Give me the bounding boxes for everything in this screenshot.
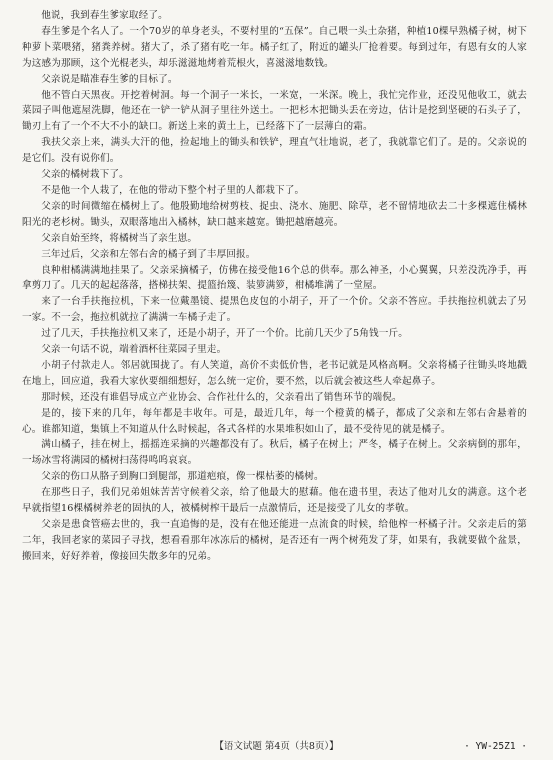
paragraph: 父亲的时间微缩在橘树上了。他殷勤地给树剪枝、捉虫、浇水、施肥、除草，老不留情地砍去二十多棵遮住橘林阳光的老杉树。锄头，双眼落地出入橘林，缺口越来越宽。锄把越磨越亮。 — [22, 200, 527, 228]
paragraph: 我扶父亲上来，满头大汗的他，捡起地上的锄头和铁铲，理直气壮地说，老了，我就靠它们了。是的。父亲说的是它们。没有说你们。 — [22, 137, 527, 165]
paragraph: 父亲的伤口从胳子到胸口到腿部，那道疤痕，像一棵枯萎的橘树。 — [41, 471, 324, 483]
body-text — [22, 8, 527, 565]
paragraph: 那时候，还没有谁倡导成立产业协会、合作社什么的，父亲看出了销售环节的端倪。 — [41, 391, 402, 403]
paragraph: 父亲的橘树栽下了。 — [41, 169, 129, 181]
paragraph: 三年过后，父亲和左邻右舍的橘子到了丰厚回报。 — [41, 248, 256, 260]
paragraph: 他说，我到春生爹家取经了。 — [41, 10, 168, 21]
paragraph: 父亲说是瞄准春生爹的目标了。 — [41, 73, 178, 85]
paragraph: 满山橘子，挂在树上，摇摇连采摘的兴趣都没有了。秋后，橘子在树上；严冬，橘子在树上。父亲病倒的那年，一场冰雪将满园的橘树扫荡得鸣呜哀哀。 — [22, 439, 527, 467]
paragraph: 父亲自始至终，将橘树当了亲生崽。 — [41, 232, 198, 244]
paragraph: 在那些日子，我们兄弟姐妹苦苦守候着父亲，给了他最大的慰藉。他在遗书里，表达了他对儿女的满意。这个老早就指望16棵橘树养老的固执的人，被橘树榨干最后一点激情后，还是接受了儿女的孝敬。 — [22, 487, 527, 515]
paragraph: 不是他一个人栽了，在他的带动下整个村子里的人都栽下了。 — [41, 184, 305, 196]
paragraph: 父亲一句话不说，端着酒杯往菜园子里走。 — [41, 344, 227, 356]
paragraph: 来了一台手扶拖拉机，下来一位戴墨镜、提黑色皮包的小胡子，开了一个价。父亲不答应。手扶拖拉机就去了另一家。不一会，拖拉机就拉了满满一车橘子走了。 — [22, 296, 527, 324]
paragraph: 他不管白天黑夜。开挖着树洞。每一个洞子一米长，一米宽，一米深。晚上，我忙完作业，还没见他收工，就去菜园子叫他遮屋洗脚，他还在一铲一铲从洞子里往外送土。一把杉木把锄头丢在旁边，估计是挖到坚硬的石头子了，锄刃上有了一个不大不小的缺口。新送上来的黄土上，已经落下了一层薄白的霜。 — [22, 89, 527, 133]
paragraph: 父亲是患食管癌去世的，我一直追悔的是，没有在他还能进一点流食的时候，给他榨一杯橘子汁。父亲走后的第二年，我回老家的菜园子寻找，想看看那年冰冻后的橘树，是否还有一两个树苑发了芽，如果有，我就要做个盆景，搬回来，好好养着，像接回失散多年的兄弟。 — [22, 519, 527, 562]
page-footer: 【语文试题 第4页（共8页）】 — [214, 741, 339, 752]
paragraph: 是的，接下来的几年，每年都是丰收年。可是，最近几年，每一个橙黄的橘子，都成了父亲和左邻右舍悬着的心。谁都知道，集镇上不知道从什么时候起，各式各样的水果堆积如山了，最不受待见的就是橘子。 — [22, 407, 527, 435]
paragraph: 春生爹是个名人了。一个70岁的单身老头，不要村里的“五保”。自己喂一头土杂猪，种植10棵早熟橘子树，树下种萝卜菜喂猪，猪粪养树。猪大了，杀了猪有吃一年。橘子红了，附近的罐头厂抢着要。每到过年，有恩有女的人家为这感为那顾，这个光棍老头，却乐滋滋地烤着荒根火，喜滋滋地数钱。 — [22, 25, 527, 69]
paragraph: 过了几天，手扶拖拉机又来了，还是小胡子，开了一个价。比前几天少了5角钱一斤。 — [41, 328, 408, 340]
exam-code: · YW-25Z1 · — [464, 741, 527, 752]
paragraph: 良种柑橘满满地挂果了。父亲采摘橘子，仿佛在接受他16个总的供奉。那么神圣，小心翼翼，只差没洗净手，再拿剪刀了。几天的起起落落，搭梯扶架、提篮抬篾、装箩满箩，柑橘堆满了一堂屋。 — [22, 264, 527, 292]
paragraph: 小胡子付款走人。邻居就围拢了。有人笑道，高价不卖低价售，老书记就是风格高啊。父亲将橘子往锄头咚地戳在地上，回应道，我看大家伙要细细想好，怎么统一定价，要不然，以后就会被这些人牵起鼻子。 — [22, 359, 527, 387]
